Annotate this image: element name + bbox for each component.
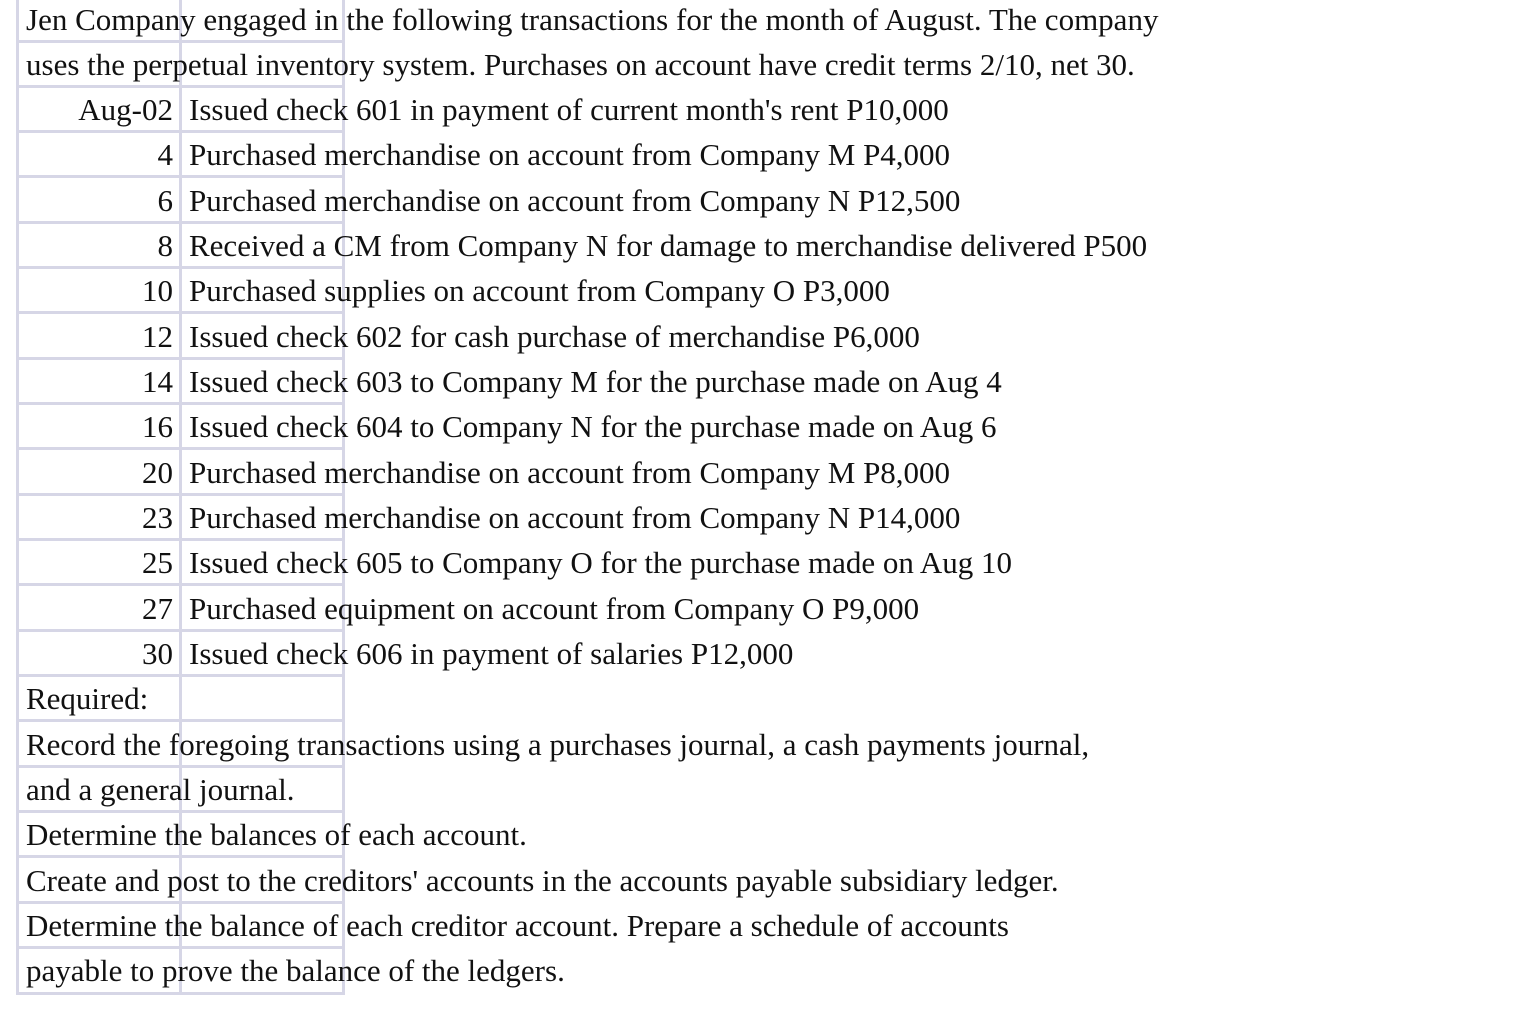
- transaction-description: Purchased merchandise on account from Company M P8,000: [189, 455, 951, 490]
- transaction-date: 8: [157, 228, 173, 263]
- transaction-date: 27: [142, 591, 173, 626]
- transaction-description: Issued check 603 to Company M for the purchase made on Aug 4: [189, 364, 1002, 399]
- transaction-description: Purchased merchandise on account from Company M P4,000: [189, 137, 951, 172]
- requirement-text: and a general journal.: [26, 772, 295, 807]
- transaction-date: 16: [142, 409, 173, 444]
- transaction-date: 25: [142, 545, 173, 580]
- transaction-date: 12: [142, 319, 173, 354]
- intro-text: Jen Company engaged in the following transactions for the month of August. The company: [26, 2, 1159, 37]
- transaction-date: 14: [142, 364, 173, 399]
- requirement-text: Determine the balance of each creditor account. Prepare a schedule of accounts: [26, 908, 1009, 943]
- transaction-description: Purchased merchandise on account from Company N P14,000: [189, 500, 961, 535]
- transaction-date: Aug-02: [78, 92, 173, 127]
- transaction-description: Issued check 601 in payment of current month's rent P10,000: [189, 92, 949, 127]
- requirement-text: Determine the balances of each account.: [26, 817, 527, 852]
- requirement-text: Record the foregoing transactions using a purchases journal, a cash payments journal,: [26, 727, 1090, 762]
- transaction-date: 20: [142, 455, 173, 490]
- transaction-description: Issued check 604 to Company N for the purchase made on Aug 6: [189, 409, 997, 444]
- transaction-description: Issued check 605 to Company O for the purchase made on Aug 10: [189, 545, 1013, 580]
- transaction-description: Received a CM from Company N for damage to merchandise delivered P500: [189, 228, 1148, 263]
- transaction-date: 30: [142, 636, 173, 671]
- grid-column-line-a: [16, 0, 19, 995]
- transaction-date: 10: [142, 273, 173, 308]
- transaction-date: 6: [157, 183, 173, 218]
- transaction-description: Issued check 602 for cash purchase of merchandise P6,000: [189, 319, 920, 354]
- transaction-date: 4: [157, 137, 173, 172]
- transaction-description: Issued check 606 in payment of salaries P12,000: [189, 636, 794, 671]
- required-heading: Required:: [26, 681, 149, 716]
- requirement-text: Create and post to the creditors' accounts in the accounts payable subsidiary ledger.: [26, 863, 1059, 898]
- intro-text: uses the perpetual inventory system. Purchases on account have credit terms 2/10, net 30.: [26, 47, 1135, 82]
- transaction-description: Purchased supplies on account from Company O P3,000: [189, 273, 890, 308]
- transaction-description: Purchased merchandise on account from Company N P12,500: [189, 183, 961, 218]
- requirement-text: payable to prove the balance of the ledgers.: [26, 953, 565, 988]
- transaction-description: Purchased equipment on account from Company O P9,000: [189, 591, 920, 626]
- transaction-date: 23: [142, 500, 173, 535]
